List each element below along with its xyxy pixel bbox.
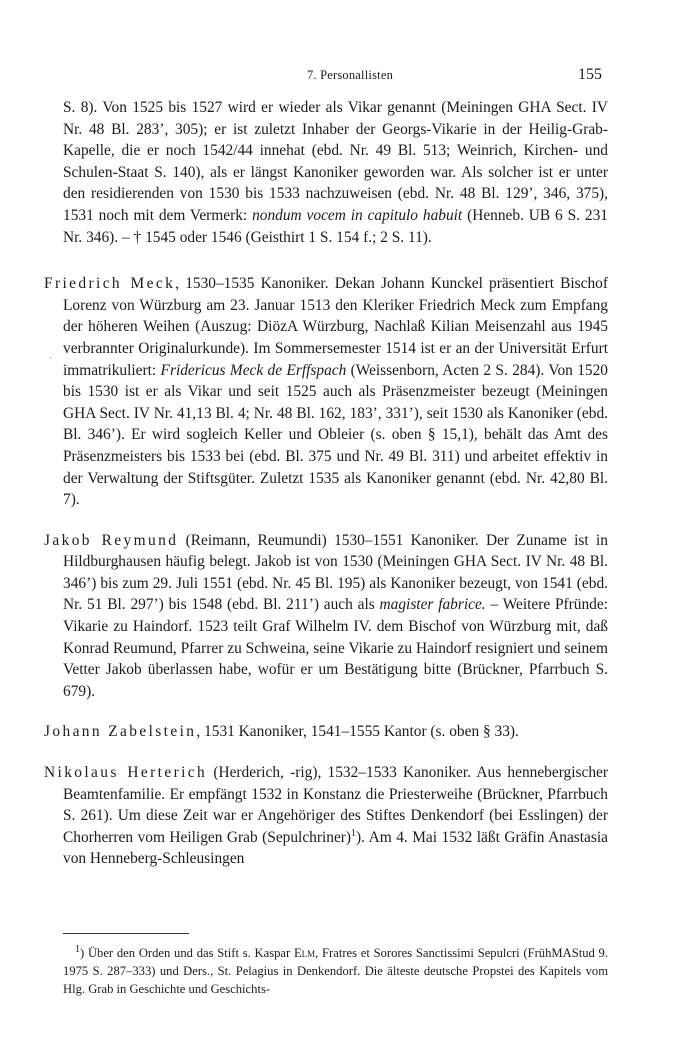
- footnote-rule: [63, 933, 189, 934]
- page-number: 155: [578, 66, 602, 83]
- entry-name: Friedrich Meck: [44, 275, 176, 293]
- latin-quote: nondum vocem in capitulo habuit: [252, 206, 463, 224]
- latin-quote: magister fabrice.: [379, 596, 486, 614]
- entry-meck: Friedrich Meck, 1530–1535 Kanoniker. Dekan Johann Kunckel präsentiert Bischof Lorenz von Würzburg am 23. Januar 1513 den Kleriker Friedrich Meck zum Empfang der höheren Weihen (Auszug: DiözA Würzburg, Nachlaß Kilian Meisenzahl aus 1945 verbrannter Originalurkunde). Im Sommersemester 1514 ist er an der Universität Erfurt immatrikuliert: Fridericus Meck de Erffspach (Weissenborn, Acten 2 S. 284). Von 1520 bis 1530 ist er als Vikar und seit 1525 auch als Präsenzmeister bezeugt (Meiningen GHA Sect. IV Nr. 41,13 Bl. 4; Nr. 48 Bl. 162, 183’, 331’), seit 1530 als Kanoniker (ebd. Bl. 346’). Er wird sogleich Keller und Obleier (s. oben § 15,1), behält das Amt des Präsenzmeisters bis 1533 bei (ebd. Bl. 375 und Nr. 49 Bl. 311) und arbeitet effektiv in der Verwaltung der Stiftsgüter. Zuletzt 1535 als Kanoniker genannt (ebd. Nr. 42,80 Bl. 7).: [44, 275, 609, 509]
- running-head: 7. Personallisten: [306, 68, 394, 82]
- page-header: [0, 66, 700, 88]
- footnote-author: Elm: [293, 946, 316, 960]
- continuation-paragraph: S. 8). Von 1525 bis 1527 wird er wieder als Vikar genannt (Meiningen GHA Sect. IV Nr. 48 Bl. 283’, 305); er ist zuletzt Inhaber der Georgs-Vikarie in der Heilig-Grab-Kapelle, die er noch 1542/44 innehat (ebd. Nr. 49 Bl. 513; Weinrich, Kirchen- und Schulen-Staat S. 140), als er längst Kanoniker geworden war. Als solcher ist er unter den residierenden von 1530 bis 1533 nachzuweisen (ebd. Nr. 48 Bl. 129’, 346, 375), 1531 noch mit dem Vermerk: nondum vocem in capitulo habuit (Henneb. UB 6 S. 231 Nr. 346). – † 1545 oder 1546 (Geisthirt 1 S. 154 f.; 2 S. 11).: [63, 99, 608, 246]
- entry-herterich: Nikolaus Herterich (Herderich, -rig), 1532–1533 Kanoniker. Aus hennebergischer Beamtenfamilie. Er empfängt 1532 in Konstanz die Priesterweihe (Brückner, Pfarrbuch S. 261). Um diese Zeit war er Angehöriger des Stiftes Denkendorf (bei Esslingen) der Chorherren vom Heiligen Grab (Sepulchriner)$^1$). Am 4. Mai 1532 läßt Gräfin Anastasia von Henneberg-Schleusingen: [44, 764, 608, 868]
- page-body: [44, 97, 608, 870]
- latin-quote: Fridericus Meck de Erffspach: [160, 361, 347, 379]
- entry-name: Jakob Reymund: [44, 531, 179, 549]
- footnote: $^1$) Über den Orden und das Stift s. Kaspar Elm, Fratres et Sorores Sanctissimi Sepulcri (FrühMAStud 9. 1975 S. 287–333) und Ders., St. Pelagius in Denkendorf. Die älteste deutsche Propstei des Kapitels vom Hlg. Grab in Geschichte und Geschichts-: [63, 943, 608, 996]
- footnote-reference[interactable]: 1: [351, 827, 357, 839]
- entry-name: Johann Zabelstein: [44, 723, 197, 741]
- entry-zabelstein: Johann Zabelstein, 1531 Kanoniker, 1541–1555 Kantor (s. oben § 33).: [44, 723, 519, 741]
- margin-mark: ˙: [49, 356, 53, 367]
- entry-name: Nikolaus Herterich: [44, 764, 208, 782]
- entry-reymund: Jakob Reymund (Reimann, Reumundi) 1530–1551 Kanoniker. Der Zuname ist in Hildburghausen häufig belegt. Jakob ist von 1530 (Meiningen GHA Sect. IV Nr. 48 Bl. 346’) bis zum 29. Juli 1551 (ebd. Nr. 45 Bl. 195) als Kanoniker bezeugt, von 1541 (ebd. Nr. 51 Bl. 297’) bis 1548 (ebd. Bl. 211’) auch als magister fabrice. – Weitere Pfründe: Vikarie zu Haindorf. 1523 teilt Graf Wilhelm IV. dem Bischof von Würzburg mit, daß Konrad Reumund, Pfarrer zu Schweina, seine Vikarie zu Haindorf resigniert und seinem Vetter Jakob überlassen habe, wofür er um Bestätigung bitte (Brückner, Pfarrbuch S. 679).: [44, 531, 608, 700]
- footnote-mark: 1: [75, 943, 80, 955]
